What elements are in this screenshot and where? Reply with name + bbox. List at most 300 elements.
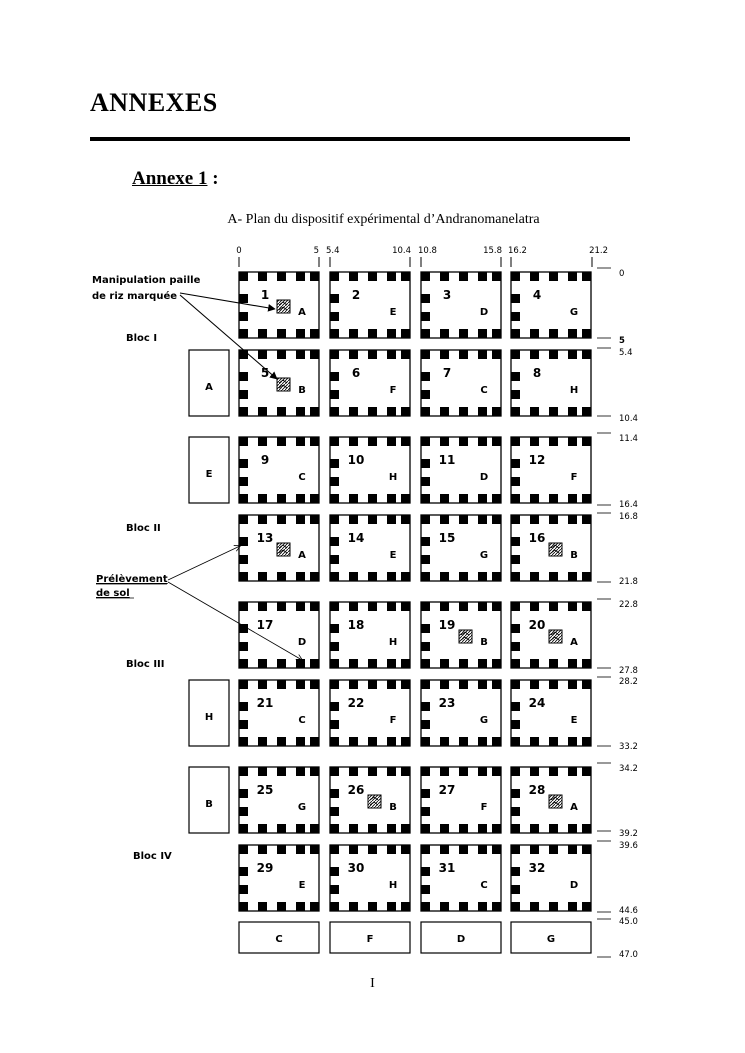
sample-point-left — [511, 867, 520, 876]
sample-point-bottom — [568, 329, 577, 338]
sample-point-top — [277, 845, 286, 854]
sample-point-bottom — [277, 329, 286, 338]
y-tick-label: 10.4 — [619, 414, 638, 424]
sample-point-left — [511, 807, 520, 816]
sample-point-top — [549, 350, 558, 359]
sample-point-bottom — [349, 659, 358, 668]
sample-point-top — [401, 845, 410, 854]
sample-point-top — [459, 680, 468, 689]
sample-point-bottom — [239, 572, 248, 581]
sample-point-bottom — [549, 902, 558, 911]
sample-point-bottom — [582, 329, 591, 338]
sample-point-top — [492, 350, 501, 359]
sample-point-bottom — [258, 902, 267, 911]
sample-point-left — [511, 624, 520, 633]
sample-point-top — [401, 767, 410, 776]
plot-treatment: D — [479, 307, 489, 318]
sample-point-top — [258, 515, 267, 524]
sample-point-bottom — [296, 407, 305, 416]
sample-point-bottom — [387, 407, 396, 416]
sample-point-bottom — [239, 407, 248, 416]
y-tick-label: 45.0 — [619, 917, 638, 927]
plot-treatment: A — [298, 550, 306, 561]
sample-point-bottom — [330, 737, 339, 746]
sample-point-left — [239, 885, 248, 894]
x-tick-label: 10.4 — [392, 246, 411, 256]
sample-point-bottom — [459, 494, 468, 503]
plot-treatment: F — [570, 472, 578, 483]
plot-treatment: B — [570, 550, 578, 561]
sample-point-top — [568, 845, 577, 854]
sample-point-bottom — [478, 329, 487, 338]
sample-point-bottom — [492, 494, 501, 503]
sample-point-top — [296, 602, 305, 611]
plot-treatment: D — [479, 472, 489, 483]
plan-title: A- Plan du dispositif expérimental d’Andranomanelatra — [227, 212, 540, 227]
plot-treatment: C — [480, 385, 488, 396]
sample-point-top — [459, 767, 468, 776]
sample-point-bottom — [421, 824, 430, 833]
sample-point-bottom — [258, 407, 267, 416]
sample-point-top — [296, 515, 305, 524]
sample-point-left — [239, 537, 248, 546]
plot-21 — [239, 680, 319, 746]
plot-31 — [421, 845, 501, 911]
sample-point-left — [511, 702, 520, 711]
sample-point-top — [492, 515, 501, 524]
sample-point-left — [239, 372, 248, 381]
sample-point-top — [330, 602, 339, 611]
sample-point-bottom — [582, 824, 591, 833]
sample-point-top — [310, 767, 319, 776]
sample-point-bottom — [277, 902, 286, 911]
sample-point-bottom — [277, 737, 286, 746]
sample-point-bottom — [310, 407, 319, 416]
sample-point-top — [492, 602, 501, 611]
plot-number: 15 — [438, 531, 456, 545]
sample-point-bottom — [582, 659, 591, 668]
sample-point-top — [440, 272, 449, 281]
sample-point-bottom — [440, 824, 449, 833]
sample-point-left — [330, 390, 339, 399]
sample-point-top — [296, 680, 305, 689]
sample-point-bottom — [368, 737, 377, 746]
sample-point-left — [239, 477, 248, 486]
sample-point-left — [421, 294, 430, 303]
sample-point-top — [530, 350, 539, 359]
sample-point-bottom — [296, 329, 305, 338]
y-tick-label: 5.4 — [619, 348, 633, 358]
sample-point-top — [582, 767, 591, 776]
sample-point-bottom — [492, 659, 501, 668]
plot-8 — [511, 350, 591, 416]
sample-point-top — [440, 350, 449, 359]
sample-point-bottom — [368, 572, 377, 581]
plot-number: 6 — [351, 366, 361, 380]
plot-number: 12 — [528, 453, 546, 467]
sample-point-bottom — [349, 329, 358, 338]
sample-point-top — [440, 437, 449, 446]
sample-point-left — [511, 477, 520, 486]
side-plot-label: H — [204, 712, 214, 723]
sample-point-bottom — [459, 737, 468, 746]
sample-point-bottom — [296, 572, 305, 581]
sample-point-top — [387, 680, 396, 689]
plot-number: 10 — [347, 453, 365, 467]
sample-point-bottom — [478, 824, 487, 833]
y-tick-label: 39.2 — [619, 829, 638, 839]
sample-point-top — [296, 350, 305, 359]
plot-27 — [421, 767, 501, 833]
sample-point-bottom — [568, 572, 577, 581]
sample-point-bottom — [330, 494, 339, 503]
y-tick-label: 28.2 — [619, 677, 638, 687]
annotation-soil-line2: de sol — [96, 588, 130, 599]
sample-point-top — [459, 350, 468, 359]
sample-point-bottom — [549, 824, 558, 833]
sample-point-top — [582, 350, 591, 359]
sample-point-bottom — [440, 407, 449, 416]
sample-point-bottom — [492, 824, 501, 833]
sample-point-top — [387, 437, 396, 446]
sample-point-left — [421, 372, 430, 381]
sample-point-top — [478, 350, 487, 359]
sample-point-bottom — [401, 329, 410, 338]
x-tick-label: 0 — [236, 246, 242, 256]
sample-point-top — [330, 272, 339, 281]
sample-point-bottom — [387, 572, 396, 581]
sample-point-left — [330, 459, 339, 468]
sample-point-left — [511, 537, 520, 546]
sample-point-bottom — [368, 329, 377, 338]
sample-point-top — [239, 845, 248, 854]
sample-point-top — [459, 515, 468, 524]
sample-point-bottom — [582, 902, 591, 911]
sample-point-bottom — [387, 659, 396, 668]
sample-point-bottom — [349, 494, 358, 503]
sample-point-bottom — [239, 494, 248, 503]
sample-point-top — [549, 680, 558, 689]
sample-point-top — [530, 845, 539, 854]
sample-point-top — [310, 680, 319, 689]
plot-treatment: G — [569, 307, 579, 318]
border-strip-label: G — [546, 934, 556, 945]
sample-point-left — [511, 789, 520, 798]
sample-point-top — [368, 272, 377, 281]
sample-point-bottom — [421, 407, 430, 416]
y-tick-label: 44.6 — [619, 906, 638, 916]
sample-point-top — [277, 350, 286, 359]
sample-point-top — [568, 437, 577, 446]
plot-number: 32 — [528, 861, 546, 875]
plot-number: 26 — [347, 783, 365, 797]
sample-point-bottom — [277, 824, 286, 833]
plot-treatment: E — [298, 880, 306, 891]
sample-point-top — [401, 350, 410, 359]
sample-point-top — [310, 350, 319, 359]
sample-point-left — [421, 477, 430, 486]
sample-point-bottom — [387, 902, 396, 911]
block-label: Bloc II — [126, 523, 161, 534]
sample-point-top — [330, 437, 339, 446]
sample-point-bottom — [239, 329, 248, 338]
sample-point-top — [277, 272, 286, 281]
plot-number: 2 — [351, 288, 361, 302]
sample-point-bottom — [478, 902, 487, 911]
y-tick-label: 5 — [619, 336, 625, 346]
sample-point-top — [568, 767, 577, 776]
plot-treatment: A — [570, 802, 578, 813]
sample-point-top — [387, 272, 396, 281]
sample-point-top — [421, 845, 430, 854]
sample-point-bottom — [387, 824, 396, 833]
sample-point-top — [582, 515, 591, 524]
sample-point-bottom — [296, 737, 305, 746]
sample-point-top — [258, 437, 267, 446]
plot-number: 21 — [256, 696, 274, 710]
sample-point-top — [478, 602, 487, 611]
sample-point-left — [511, 312, 520, 321]
sample-point-bottom — [492, 329, 501, 338]
sample-point-bottom — [349, 407, 358, 416]
sample-point-top — [492, 767, 501, 776]
plot-number: 1 — [260, 288, 270, 302]
sample-point-bottom — [511, 407, 520, 416]
sample-point-top — [549, 767, 558, 776]
sample-point-bottom — [530, 737, 539, 746]
sample-point-left — [239, 789, 248, 798]
sample-point-top — [401, 272, 410, 281]
plot-12 — [511, 437, 591, 503]
plot-number: 3 — [442, 288, 452, 302]
block-label: Bloc III — [126, 659, 165, 670]
sample-point-left — [330, 789, 339, 798]
sample-point-bottom — [530, 407, 539, 416]
sample-point-bottom — [258, 737, 267, 746]
sample-point-top — [492, 272, 501, 281]
sample-point-top — [258, 272, 267, 281]
block-label: Bloc I — [126, 333, 158, 344]
plot-30 — [330, 845, 410, 911]
y-tick-label: 16.8 — [619, 512, 638, 522]
sample-point-bottom — [421, 737, 430, 746]
sample-point-bottom — [478, 407, 487, 416]
sample-point-bottom — [401, 572, 410, 581]
sample-point-bottom — [258, 329, 267, 338]
sample-point-top — [349, 680, 358, 689]
sample-point-bottom — [511, 659, 520, 668]
plot-number: 14 — [347, 531, 365, 545]
sample-point-left — [421, 624, 430, 633]
sample-point-bottom — [368, 407, 377, 416]
sample-point-top — [330, 680, 339, 689]
sample-point-left — [421, 390, 430, 399]
plot-number: 31 — [438, 861, 456, 875]
y-tick-label: 22.8 — [619, 600, 638, 610]
sample-point-top — [310, 602, 319, 611]
sample-point-top — [368, 602, 377, 611]
sample-point-bottom — [349, 572, 358, 581]
sample-point-bottom — [530, 572, 539, 581]
sample-point-top — [511, 515, 520, 524]
sample-point-top — [239, 680, 248, 689]
plot-treatment: G — [297, 802, 307, 813]
plot-treatment: F — [389, 715, 397, 726]
sample-point-top — [440, 515, 449, 524]
plot-number: 8 — [532, 366, 542, 380]
sample-point-top — [478, 272, 487, 281]
sample-point-top — [368, 680, 377, 689]
sample-point-left — [239, 555, 248, 564]
x-tick-label: 5 — [313, 246, 319, 256]
sample-point-top — [330, 515, 339, 524]
sample-point-bottom — [349, 824, 358, 833]
sample-point-bottom — [459, 902, 468, 911]
sample-point-bottom — [296, 494, 305, 503]
sample-point-bottom — [530, 494, 539, 503]
sample-point-bottom — [239, 902, 248, 911]
sample-point-top — [478, 515, 487, 524]
sample-point-bottom — [440, 737, 449, 746]
plot-treatment: C — [480, 880, 488, 891]
sample-point-left — [511, 555, 520, 564]
sample-point-bottom — [330, 659, 339, 668]
sample-point-top — [478, 767, 487, 776]
sample-point-bottom — [368, 824, 377, 833]
plot-number: 22 — [347, 696, 365, 710]
sample-point-top — [387, 602, 396, 611]
sample-point-bottom — [310, 737, 319, 746]
sample-point-bottom — [549, 659, 558, 668]
sample-point-left — [421, 885, 430, 894]
plot-6 — [330, 350, 410, 416]
sample-point-left — [421, 789, 430, 798]
sample-point-top — [459, 845, 468, 854]
y-tick-label: 11.4 — [619, 434, 638, 444]
sample-point-bottom — [310, 824, 319, 833]
sample-point-left — [511, 294, 520, 303]
sample-point-top — [349, 602, 358, 611]
sample-point-top — [387, 515, 396, 524]
sample-point-bottom — [549, 407, 558, 416]
sample-point-top — [349, 350, 358, 359]
x-tick-label: 10.8 — [418, 246, 437, 256]
sample-point-bottom — [511, 494, 520, 503]
x-tick-label: 21.2 — [589, 246, 608, 256]
y-tick-label: 0 — [619, 269, 625, 279]
plot-17 — [239, 602, 319, 668]
sample-point-top — [478, 437, 487, 446]
sample-point-top — [511, 437, 520, 446]
sample-point-top — [530, 437, 539, 446]
sample-point-top — [511, 680, 520, 689]
sample-point-left — [239, 720, 248, 729]
y-tick-label: 47.0 — [619, 950, 638, 960]
sample-point-bottom — [568, 494, 577, 503]
sample-point-left — [239, 702, 248, 711]
sample-point-bottom — [368, 659, 377, 668]
sample-point-top — [530, 680, 539, 689]
plot-number: 16 — [528, 531, 546, 545]
sample-point-top — [368, 437, 377, 446]
sample-point-bottom — [478, 737, 487, 746]
sample-point-bottom — [511, 572, 520, 581]
sample-point-left — [239, 624, 248, 633]
plot-23 — [421, 680, 501, 746]
sample-point-top — [296, 767, 305, 776]
plot-treatment: H — [388, 880, 398, 891]
plot-number: 11 — [438, 453, 456, 467]
plot-treatment: G — [479, 550, 489, 561]
sample-point-left — [511, 459, 520, 468]
y-tick-label: 39.6 — [619, 841, 638, 851]
border-strip-label: F — [366, 934, 374, 945]
sample-point-bottom — [421, 659, 430, 668]
sample-point-top — [421, 437, 430, 446]
border-strip-label: D — [456, 934, 466, 945]
sample-point-bottom — [440, 494, 449, 503]
plot-treatment: B — [298, 385, 306, 396]
sample-point-top — [310, 437, 319, 446]
plot-number: 20 — [528, 618, 546, 632]
sample-point-bottom — [582, 737, 591, 746]
sample-point-bottom — [421, 902, 430, 911]
sample-point-bottom — [387, 737, 396, 746]
plot-10 — [330, 437, 410, 503]
sample-point-top — [310, 272, 319, 281]
sample-point-left — [239, 294, 248, 303]
sample-point-top — [530, 767, 539, 776]
sample-point-bottom — [239, 659, 248, 668]
plot-number: 17 — [256, 618, 274, 632]
plot-29 — [239, 845, 319, 911]
sample-point-left — [511, 720, 520, 729]
soil-arrow-plot-13 — [168, 546, 240, 580]
sample-point-bottom — [511, 824, 520, 833]
sample-point-bottom — [401, 407, 410, 416]
plot-treatment: F — [389, 385, 397, 396]
sample-point-bottom — [387, 494, 396, 503]
sample-point-top — [349, 272, 358, 281]
plot-number: 25 — [256, 783, 274, 797]
sample-point-bottom — [549, 572, 558, 581]
sample-point-bottom — [310, 659, 319, 668]
sample-point-top — [277, 515, 286, 524]
sample-point-bottom — [459, 329, 468, 338]
sample-point-top — [310, 515, 319, 524]
sample-point-bottom — [530, 902, 539, 911]
sample-point-bottom — [582, 494, 591, 503]
sample-point-top — [582, 680, 591, 689]
sample-point-bottom — [568, 824, 577, 833]
plot-14 — [330, 515, 410, 581]
plot-treatment: C — [298, 715, 306, 726]
block-label: Bloc IV — [133, 851, 172, 862]
sample-point-left — [239, 390, 248, 399]
sample-point-top — [440, 845, 449, 854]
sample-point-bottom — [582, 407, 591, 416]
annotation-straw-line1: Manipulation paille — [92, 275, 201, 286]
sample-point-top — [511, 767, 520, 776]
sample-point-left — [239, 867, 248, 876]
sample-point-top — [258, 680, 267, 689]
sample-point-bottom — [549, 329, 558, 338]
plot-treatment: H — [388, 472, 398, 483]
sample-point-bottom — [492, 407, 501, 416]
sample-point-top — [440, 680, 449, 689]
sample-point-top — [549, 515, 558, 524]
sample-point-bottom — [368, 494, 377, 503]
